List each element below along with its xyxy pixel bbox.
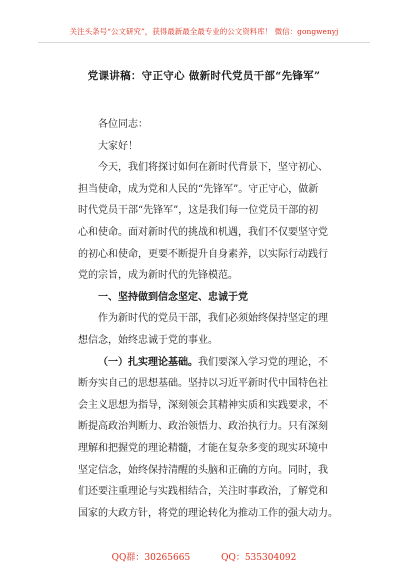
subsection-heading: （一）扎实理论基础。 [98,356,198,368]
paragraph-line: 担当使命，成为党和人民的“先锋军”。守正守心，做新 [78,183,319,195]
paragraph-line: 心和使命。面对新时代的挑战和机遇，我们不仅要坚守党 [78,226,328,238]
paragraph-text: 我们要深入学习党的理论，不 [198,356,328,368]
section-heading: 一、坚持做到信念坚定、忠诚于党 [98,291,248,303]
paragraph-line: 会主义思想为指导，深刻领会其精神实质和实践要求，不 [78,399,328,411]
document-title: 党课讲稿：守正守心 做新时代党员干部“先锋军” [87,70,321,82]
paragraph-line: 坚定信念，始终保持清醒的头脑和正确的方向。同时，我 [78,464,328,476]
paragraph-line: 断提高政治判断力、政治领悟力、政治执行力。只有深刻 [78,421,328,433]
paragraph-line: 国家的大政方针，将党的理论转化为推动工作的强大动力。 [78,507,338,519]
paragraph-line: 党的宗旨，成为新时代的先锋模范。 [78,270,238,282]
paragraph-line: 今天，我们将探讨如何在新时代背景下，坚守初心、 [98,162,328,174]
header-promo-text[interactable]: 关注头条号“公文研究”，获得最新最全最专业的公文资料库！ 微信：gongwenyj [38,26,370,43]
paragraph-line: 时代党员干部“先锋军”，这是我们每一位党员干部的初 [78,205,319,217]
subsection-first-line [78,352,346,374]
greeting: 大家好！ [98,140,138,152]
paragraph-line: 理解和把握党的理论精髓，才能在复杂多变的现实环境中 [78,442,328,454]
paragraph-line: 想信念，始终忠诚于党的事业。 [78,334,218,346]
salutation: 各位同志： [98,119,148,130]
paragraph-line: 断夯实自己的思想基础。坚持以习近平新时代中国特色社 [78,378,328,390]
paragraph-line: 们还要注重理论与实践相结合，关注时事政治，了解党和 [78,486,328,498]
paragraph-line: 的初心和使命，更要不断提升自身素养，以实际行动践行 [78,248,328,260]
document-body [78,114,346,524]
footer-qq: QQ：535304092 [221,553,297,563]
footer-contact [0,550,408,563]
footer-qq-group: QQ群：30265665 [111,553,191,563]
paragraph-line: 作为新时代的党员干部，我们必须始终保持坚定的理 [98,313,328,325]
